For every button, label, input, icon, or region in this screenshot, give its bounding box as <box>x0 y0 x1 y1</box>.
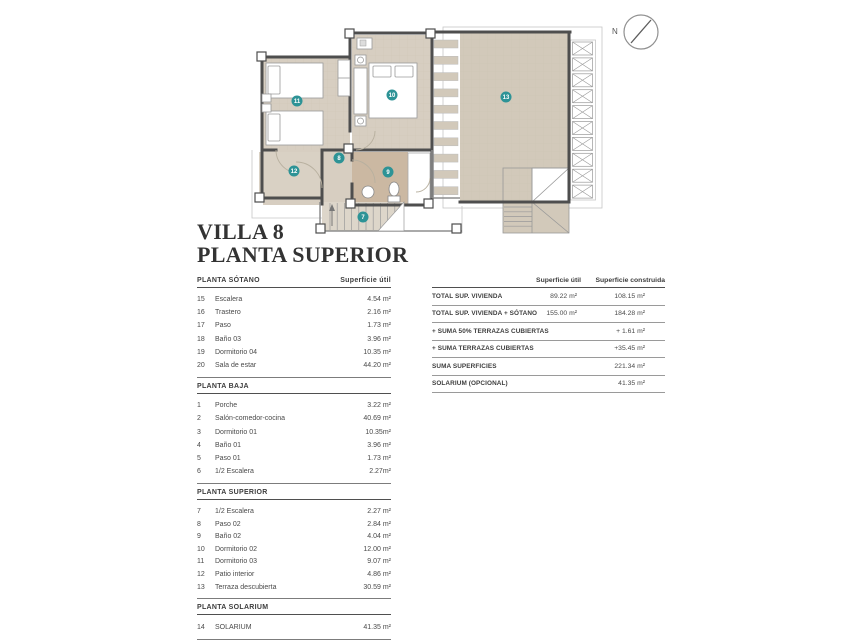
area-column-header: Superficie útil <box>340 277 391 284</box>
wall-post <box>344 144 353 153</box>
room-name: Paso <box>215 322 231 330</box>
table-row <box>197 333 391 346</box>
summary-constr-value: + 1.61 m² <box>616 327 645 335</box>
wardrobe-icon <box>354 68 367 114</box>
north-needle-icon <box>631 20 651 43</box>
toilet-icon <box>389 182 399 196</box>
plan-section <box>197 483 391 598</box>
nightstand-icon <box>262 104 271 112</box>
room-name: Paso 02 <box>215 520 241 528</box>
summary-constr-value: 221.34 m² <box>614 362 645 370</box>
room-number: 11 <box>197 558 205 566</box>
room-number: 5 <box>197 454 201 462</box>
wall-post <box>345 29 354 38</box>
summary-label: + SUMA 50% TERRAZAS CUBIERTAS <box>432 327 549 335</box>
table-row <box>197 581 391 594</box>
room-badge-number: 7 <box>361 215 365 222</box>
room-name: Dormitorio 01 <box>215 428 258 436</box>
room-badge-number: 13 <box>502 95 510 102</box>
wall-post <box>452 224 461 233</box>
plan-section <box>197 377 391 483</box>
room-area: 9.07 m² <box>367 558 391 566</box>
table-row <box>197 568 391 581</box>
room-number: 6 <box>197 468 201 476</box>
room-name: Sala de estar <box>215 362 257 370</box>
summary-label: SUMA SUPERFICIES <box>432 362 497 370</box>
nightstand-icon <box>355 116 366 126</box>
summary-constr-value: 41.35 m² <box>618 380 645 388</box>
nightstand-icon <box>355 55 366 65</box>
page-title <box>197 220 408 267</box>
summary-row <box>432 341 665 359</box>
room-area: 41.35 m² <box>363 623 391 631</box>
room-name: Salón-comedor-cocina <box>215 415 286 423</box>
summary-label: TOTAL SUP. VIVIENDA + SÓTANO <box>432 310 538 318</box>
room-name: Escalera <box>215 296 243 304</box>
room-badge-number: 10 <box>388 93 396 100</box>
room-number: 20 <box>197 362 205 370</box>
room-area: 40.69 m² <box>363 415 391 423</box>
pillow-icon <box>373 66 391 77</box>
summary-label: + SUMA TERRAZAS CUBIERTAS <box>432 345 534 353</box>
room-name: Dormitorio 04 <box>215 348 258 356</box>
room-area: 2.84 m² <box>367 520 391 528</box>
room-number: 9 <box>197 533 201 541</box>
room-area: 1.73 m² <box>367 322 391 330</box>
room-number: 2 <box>197 415 201 423</box>
wall-post <box>426 29 435 38</box>
section-title: PLANTA SUPERIOR <box>197 489 268 497</box>
floor-plan <box>0 0 851 248</box>
wall-post <box>346 199 355 208</box>
room-name: 1/2 Escalera <box>215 468 254 476</box>
walkway-slats <box>434 40 458 195</box>
room-badge-number: 11 <box>293 99 301 106</box>
summary-label: SOLARIUM (OPCIONAL) <box>432 380 508 388</box>
title-line-2: PLANTA SUPERIOR <box>197 242 409 268</box>
room-number: 3 <box>197 428 201 436</box>
shower-area <box>408 153 430 204</box>
room-number: 10 <box>197 545 205 553</box>
room-badge-number: 9 <box>386 170 390 177</box>
col-superficie-construida: Superficie construida <box>595 277 665 284</box>
room-area: 2.27m² <box>369 468 391 476</box>
table-row <box>197 412 391 425</box>
table-row <box>197 530 391 543</box>
room-number: 15 <box>197 296 205 304</box>
areas-table <box>197 272 391 640</box>
summary-util-value: 89.22 m² <box>550 292 577 300</box>
room-number: 12 <box>197 571 205 579</box>
summary-label: TOTAL SUP. VIVIENDA <box>432 292 503 300</box>
room-area: 3.96 m² <box>367 335 391 343</box>
north-label: N <box>612 27 618 36</box>
table-row <box>197 293 391 306</box>
col-superficie-util: Superficie útil <box>536 277 581 284</box>
wall-post <box>424 199 433 208</box>
room-number: 8 <box>197 520 201 528</box>
summary-util-value: 155.00 m² <box>546 310 577 318</box>
room-name: Dormitorio 03 <box>215 558 258 566</box>
room-area: 10.35 m² <box>363 348 391 356</box>
section-header <box>197 378 391 394</box>
room-badge-number: 8 <box>337 156 341 163</box>
table-row <box>197 620 391 633</box>
table-row <box>197 505 391 518</box>
title-line-1: VILLA 8 <box>197 219 285 244</box>
room-name: Baño 02 <box>215 533 242 541</box>
table-row <box>197 306 391 319</box>
table-row <box>197 399 391 412</box>
room-number: 13 <box>197 583 205 591</box>
table-row <box>197 518 391 531</box>
pergola-louvers <box>573 42 593 198</box>
room-number: 1 <box>197 402 201 410</box>
room-name: Baño 01 <box>215 441 242 449</box>
room-name: Trastero <box>215 309 241 317</box>
room-area: 44.20 m² <box>363 362 391 370</box>
summary-row <box>432 323 665 341</box>
room-name: Paso 01 <box>215 454 241 462</box>
room-name: SOLARIUM <box>215 623 252 631</box>
table-row <box>197 452 391 465</box>
section-title: PLANTA BAJA <box>197 383 249 391</box>
summary-constr-value: +35.45 m² <box>614 345 645 353</box>
room-area: 3.22 m² <box>367 402 391 410</box>
plan-section <box>197 598 391 639</box>
room-number: 4 <box>197 441 201 449</box>
section-title: PLANTA SÓTANO <box>197 277 260 284</box>
summary-header <box>432 272 665 288</box>
room-number: 16 <box>197 309 205 317</box>
room-area: 2.16 m² <box>367 309 391 317</box>
room-name: 1/2 Escalera <box>215 508 254 516</box>
plan-section <box>197 272 391 377</box>
room-name: Dormitorio 02 <box>215 545 258 553</box>
section-header <box>197 484 391 500</box>
room-number: 7 <box>197 508 201 516</box>
room-number: 17 <box>197 322 205 330</box>
pillow-icon <box>268 66 280 94</box>
section-title: PLANTA SOLARIUM <box>197 604 269 612</box>
table-row <box>197 346 391 359</box>
room-area: 3.96 m² <box>367 441 391 449</box>
room-area: 4.04 m² <box>367 533 391 541</box>
summary-table <box>432 272 665 393</box>
table-row <box>197 359 391 372</box>
summary-row <box>432 288 665 306</box>
compass <box>612 15 658 49</box>
wall-post <box>255 193 264 202</box>
pillow-icon <box>268 114 280 141</box>
section-header <box>197 272 391 288</box>
summary-row <box>432 358 665 376</box>
pillow-icon <box>395 66 413 77</box>
room-area: 1.73 m² <box>367 454 391 462</box>
room-number: 14 <box>197 623 205 631</box>
table-row <box>197 543 391 556</box>
room-area: 10.35m² <box>365 428 391 436</box>
table-row <box>197 319 391 332</box>
room-name: Baño 03 <box>215 335 242 343</box>
summary-row <box>432 376 665 394</box>
table-row <box>197 426 391 439</box>
sink-icon <box>362 186 374 198</box>
room-area: 12.00 m² <box>363 545 391 553</box>
room-badge-number: 12 <box>290 169 298 176</box>
room-area: 4.86 m² <box>367 571 391 579</box>
nightstand-icon <box>262 94 271 102</box>
summary-constr-value: 184.28 m² <box>614 310 645 318</box>
table-row <box>197 556 391 569</box>
summary-constr-value: 108.15 m² <box>614 292 645 300</box>
room-name: Terraza descubierta <box>215 583 277 591</box>
room-name: Patio interior <box>215 571 255 579</box>
room-number: 18 <box>197 335 205 343</box>
section-header <box>197 599 391 615</box>
table-row <box>197 465 391 478</box>
summary-row <box>432 306 665 324</box>
room-name: Porche <box>215 402 238 410</box>
room-number: 19 <box>197 348 205 356</box>
wall-post <box>257 52 266 61</box>
table-row <box>197 439 391 452</box>
room-area: 30.59 m² <box>363 583 391 591</box>
room-area: 4.54 m² <box>367 296 391 304</box>
room-area: 2.27 m² <box>367 508 391 516</box>
